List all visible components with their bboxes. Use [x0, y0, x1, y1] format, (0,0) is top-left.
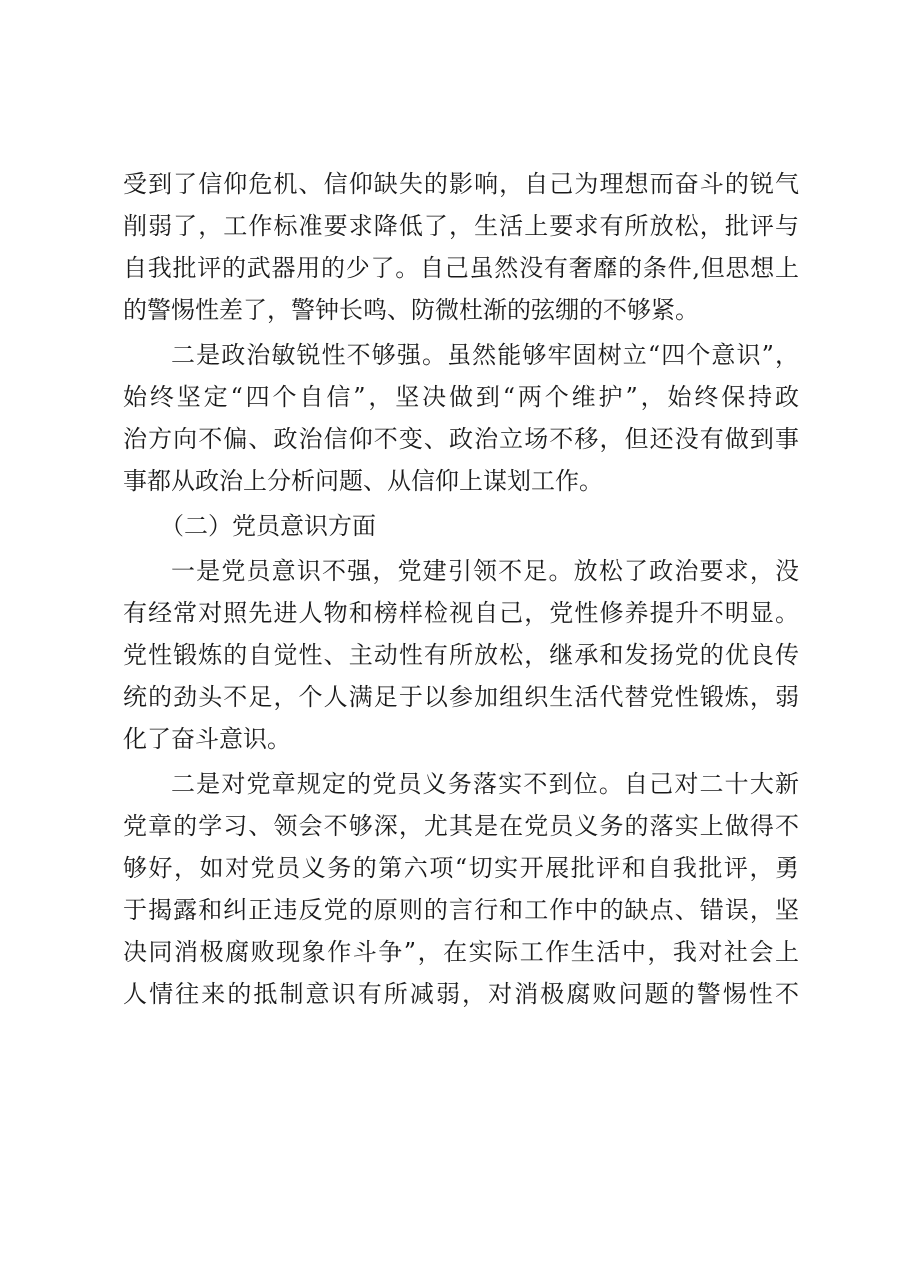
paragraph-first-line: 二是政治敏锐性不够强。虽然能够牢固树立“四个意识”，: [171, 341, 799, 369]
body-text-line: 党章的学习、领会不够深，尤其是在党员义务的落实上做得不: [123, 812, 799, 840]
body-text-line: 于揭露和纠正违反党的原则的言行和工作中的缺点、错误，坚: [123, 896, 799, 924]
body-text-line: 自我批评的武器用的少了。自己虽然没有奢靡的条件,但思想上: [123, 254, 799, 282]
body-text-line: 够好，如对党员义务的第六项“切实开展批评和自我批评，勇: [123, 854, 799, 882]
body-text-line: 受到了信仰危机、信仰缺失的影响，自己为理想而奋斗的锐气: [123, 170, 799, 198]
body-text-line: 有经常对照先进人物和榜样检视自己，党性修养提升不明显。: [123, 599, 799, 627]
paragraph-first-line: 一是党员意识不强，党建引领不足。放松了政治要求，没: [171, 557, 799, 585]
body-text-line: 人情往来的抵制意识有所减弱，对消极腐败问题的警惕性不: [123, 980, 799, 1008]
body-text-line: 事都从政治上分析问题、从信仰上谋划工作。: [123, 467, 603, 495]
body-text-line: 的警惕性差了，警钟长鸣、防微杜渐的弦绷的不够紧。: [123, 296, 699, 324]
body-text-line: 削弱了，工作标准要求降低了，生活上要求有所放松，批评与: [123, 212, 799, 240]
body-text-line: 党性锻炼的自觉性、主动性有所放松，继承和发扬党的优良传: [123, 641, 799, 669]
body-text-line: 始终坚定“四个自信”，坚决做到“两个维护”，始终保持政: [123, 383, 799, 411]
body-text-line: 决同消极腐败现象作斗争”，在实际工作生活中，我对社会上: [123, 938, 799, 966]
body-text-line: 治方向不偏、政治信仰不变、政治立场不移，但还没有做到事: [123, 425, 799, 453]
section-heading: （二）党员意识方面: [160, 512, 376, 540]
body-text-line: 化了奋斗意识。: [123, 725, 291, 753]
body-text-line: 统的劲头不足，个人满足于以参加组织生活代替党性锻炼，弱: [123, 683, 799, 711]
paragraph-first-line: 二是对党章规定的党员义务落实不到位。自己对二十大新: [171, 770, 799, 798]
